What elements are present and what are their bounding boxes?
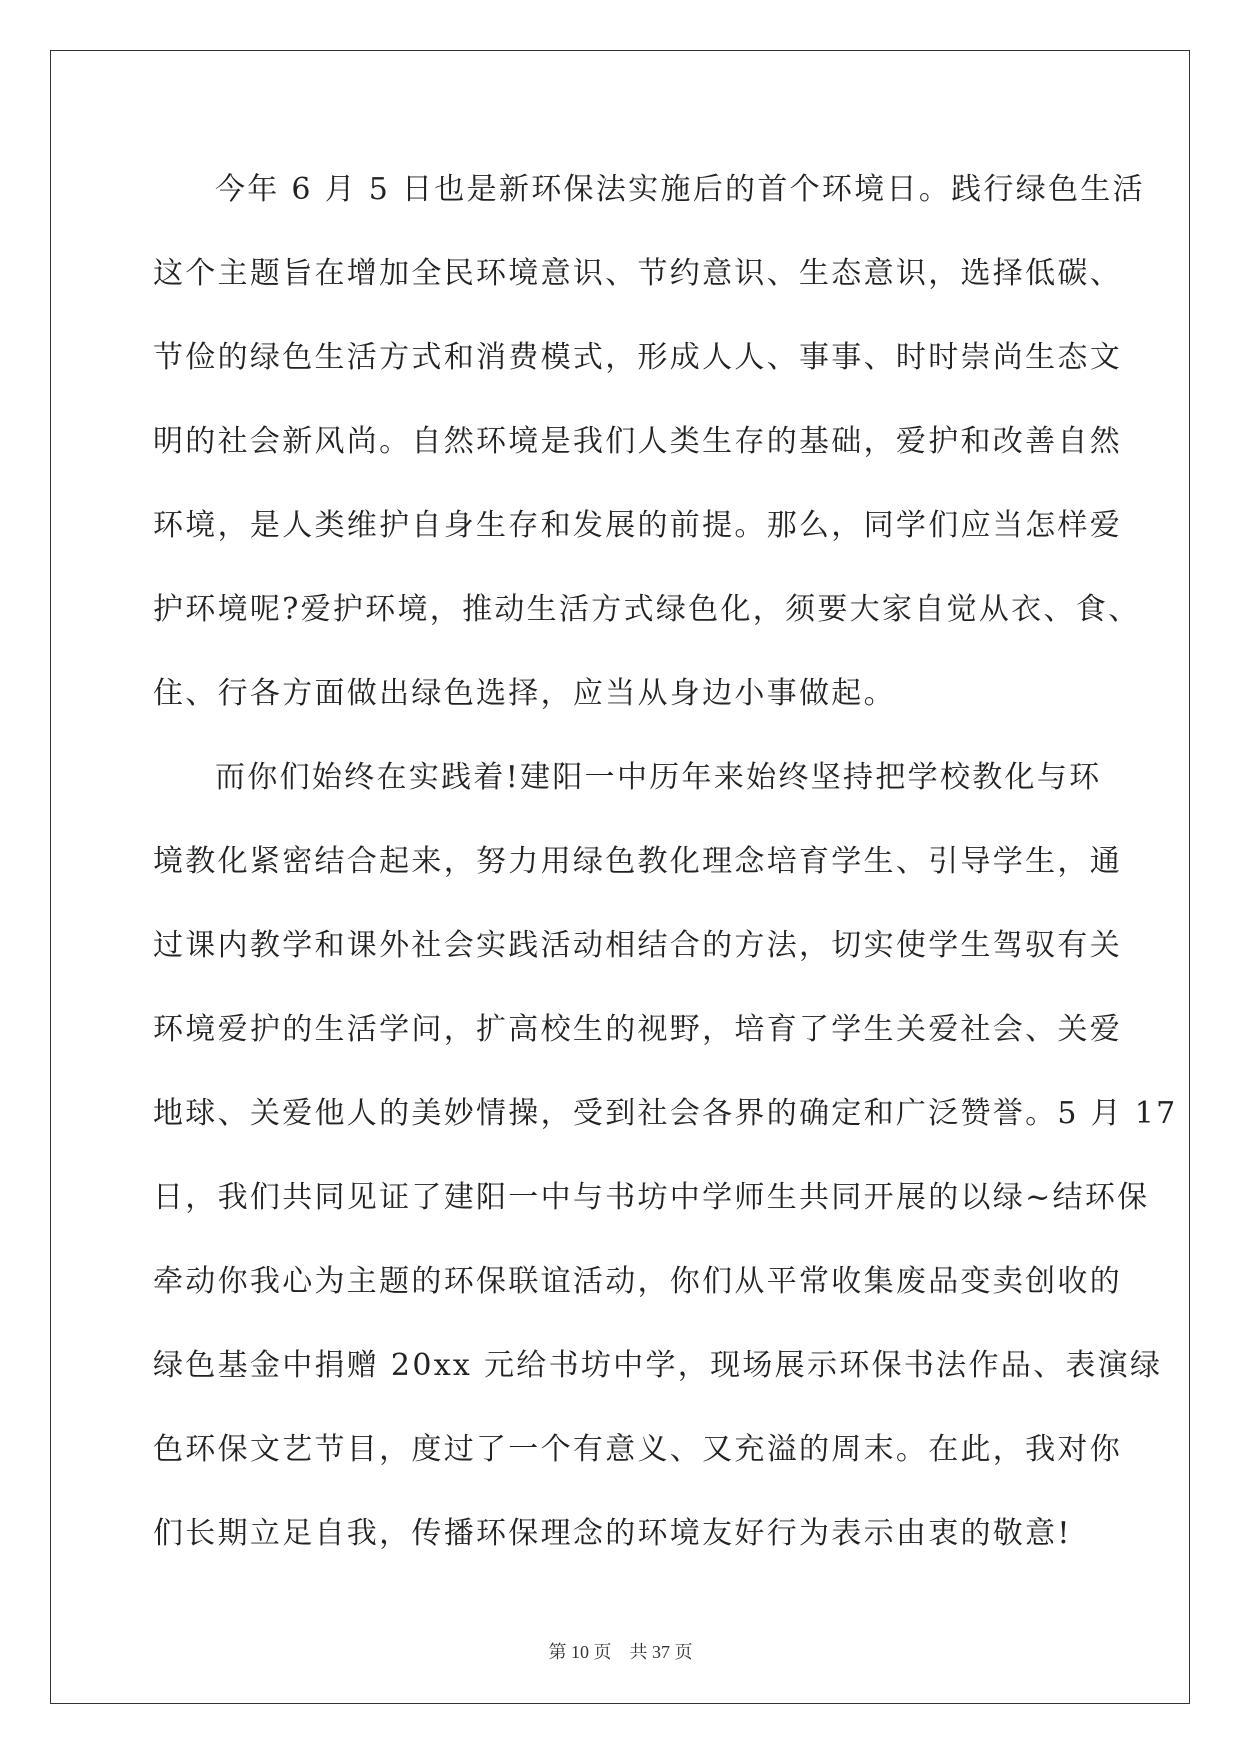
text-line: 们长期立足自我，传播环保理念的环境友好行为表示由衷的敬意! (153, 1516, 1072, 1551)
text-line: 牵动你我心为主题的环保联谊活动，你们从平常收集废品变卖创收的 (153, 1264, 1122, 1299)
text-line: 环境爱护的生活学问，扩高校生的视野，培育了学生关爱社会、关爱 (153, 1012, 1122, 1047)
text-line: 护环境呢?爱护环境，推动生活方式绿色化，须要大家自觉从衣、食、 (153, 592, 1141, 627)
text-line: 色环保文艺节目，度过了一个有意义、又充溢的周末。在此，我对你 (153, 1432, 1122, 1467)
text-line: 日，我们共同见证了建阳一中与书坊中学师生共同开展的以绿~结环保 (153, 1180, 1150, 1215)
text-line: 绿色基金中捐赠 20xx 元给书坊中学，现场展示环保书法作品、表演绿 (153, 1348, 1163, 1383)
text-line: 过课内教学和课外社会实践活动相结合的方法，切实使学生驾驭有关 (153, 928, 1122, 963)
text-line: 地球、关爱他人的美妙情操，受到社会各界的确定和广泛赞誉。5 月 17 (153, 1096, 1178, 1131)
text-line: 今年 6 月 5 日也是新环保法实施后的首个环境日。践行绿色生活 (215, 172, 1145, 207)
text-line: 明的社会新风尚。自然环境是我们人类生存的基础，爱护和改善自然 (153, 424, 1122, 459)
page-number-footer: 第 10 页 共 37 页 (548, 1642, 693, 1662)
text-line: 而你们始终在实践着!建阳一中历年来始终坚持把学校教化与环 (215, 760, 1102, 795)
text-line: 节俭的绿色生活方式和消费模式，形成人人、事事、时时崇尚生态文 (153, 340, 1122, 375)
paragraph-1 (153, 160, 1145, 748)
text-line: 这个主题旨在增加全民环境意识、节约意识、生态意识，选择低碳、 (153, 256, 1122, 291)
paragraph-2 (153, 748, 1178, 1588)
text-line: 境教化紧密结合起来，努力用绿色教化理念培育学生、引导学生，通 (153, 844, 1122, 879)
document-body (153, 160, 1178, 1588)
text-line: 环境，是人类维护自身生存和发展的前提。那么，同学们应当怎样爱 (153, 508, 1122, 543)
text-line: 住、行各方面做出绿色选择，应当从身边小事做起。 (153, 676, 896, 711)
